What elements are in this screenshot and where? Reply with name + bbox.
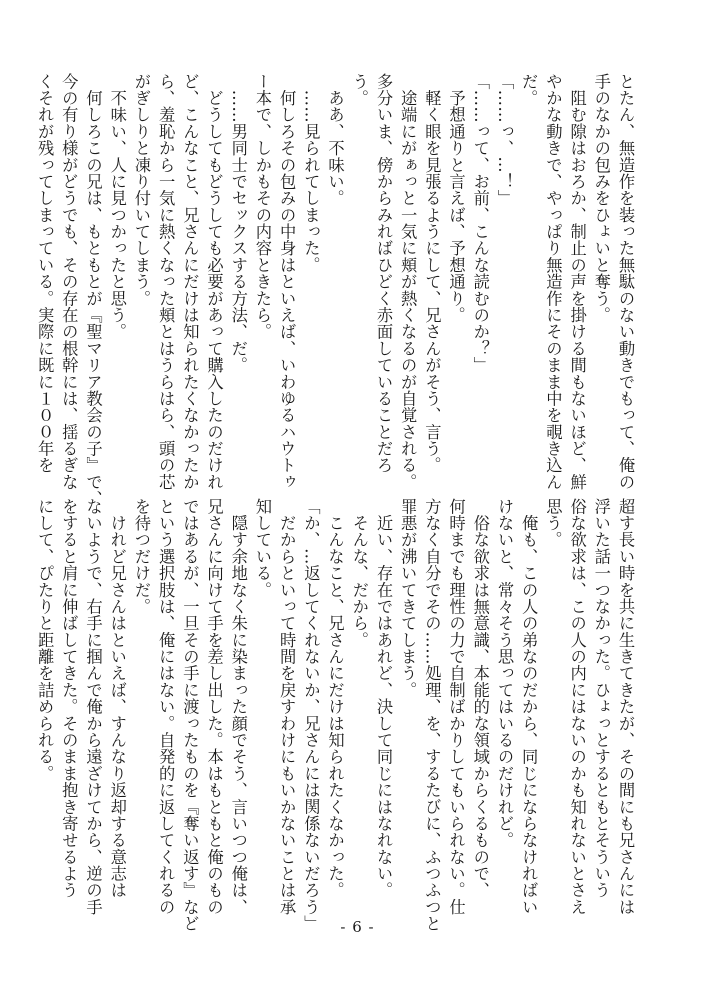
text-column: ……見られてしまった。 (301, 73, 321, 274)
text-column: 思う。 (543, 498, 563, 549)
text-column: ……男同士でセックスする方法、だ。 (228, 73, 248, 374)
text-column: 知している。 (252, 498, 272, 599)
text-column: 近い、存在ではあれど、決して同じにはなれない。 (373, 498, 393, 899)
top-text-block (35, 73, 637, 507)
text-column: ではあるが、一旦その手に渡ったものを『奪い返す』など (180, 498, 200, 932)
text-column: やかな動きで、やっぱり無造作にそのまま中を覗き込ん (543, 73, 563, 491)
text-column: こんなこと、兄さんにだけは知られたくなかった。 (325, 498, 345, 899)
text-column: 何時までも理性の力で自制ばかりしてもいられない。仕 (446, 498, 466, 916)
text-column: という選択肢は、俺にはない。自発的に返してくれるの (156, 498, 176, 916)
text-column: ー本で、しかもその内容ときたら。 (252, 73, 272, 341)
text-column: 軽く眼を見張るようにして、兄さんがそう、言う。 (422, 73, 442, 474)
bottom-text-block (35, 498, 637, 932)
text-column: 多分いま、傍からみればひどく赤面していることだろ (373, 73, 393, 474)
text-column: 「……っ、…！」 (494, 73, 514, 207)
text-column: とたん、無造作を装った無駄のない動きでもって、俺の (616, 73, 635, 491)
text-column: 不味い、人に見つかったと思う。 (107, 73, 127, 341)
text-column: 俗な欲求は無意識、本能的な領域からくるもので、 (470, 498, 490, 899)
text-column: 俗な欲求は、この人の内にはないのかも知れないとさえ (567, 498, 587, 916)
text-column: 隠す余地なく朱に染まった顔でそう、言いつつ俺は、 (228, 498, 248, 916)
text-column: くそれが残ってしまっている。実際に既に１００年を (35, 73, 55, 474)
text-column: 超す長い時を共に生きてきたが、その間にも兄さんには (616, 498, 635, 916)
text-column: 途端にがぁっと一気に頬が熱くなるのが自覚される。 (398, 73, 418, 491)
text-column: 何しろその包みの中身はといえば、いわゆるハウトゥ (277, 73, 297, 491)
text-column: 方なく自分でその……処理、を、するたびに、ふつふつと (422, 498, 442, 932)
text-column: 何しろこの兄は、もともとが『聖マリア教会の子』で、 (83, 73, 103, 507)
text-column: がぎしりと凍り付いてしまう。 (131, 73, 151, 307)
text-column: をすると肩に伸ばしてきた。そのまま抱き寄せるよう (59, 498, 79, 899)
text-column: 浮いた話一つなかった。ひょっとするともとそういう (591, 498, 611, 899)
text-column: そんな、だから。 (349, 498, 369, 649)
text-column: にして、ぴたりと距離を詰められる。 (35, 498, 55, 782)
text-column: どうしてもどうしても必要があって購入したのだけれ (204, 73, 224, 491)
text-column: けないと、常々そう思ってはいるのだけれど。 (494, 498, 514, 849)
text-column: を待つだけだ。 (131, 498, 151, 615)
text-column: 手のなかの包みをひょいと奪う。 (591, 73, 611, 324)
text-column: 阻む隙はおろか、制止の声を掛ける間もないほど、鮮 (567, 73, 587, 491)
text-column: 「……って、お前、こんな読むのか？」 (470, 73, 490, 374)
text-column: ないようで、右手に掴んで俺から遠ざけてから、逆の手 (83, 498, 103, 916)
text-column: 予想通りと言えば、予想通り。 (446, 73, 466, 324)
text-column: 今の有り様がどうでも、その存在の根幹には、揺るぎな (59, 73, 79, 491)
text-column: ど、こんなこと、兄さんにだけは知られたくなかったか (180, 73, 200, 491)
text-column: ああ、不味い。 (325, 73, 345, 207)
text-column: 兄さんに向けて手を差し出した。本はもともと俺のもの (204, 498, 224, 916)
text-column: 俺も、この人の弟なのだから、同じにならなければい (519, 498, 539, 916)
text-column: だからといって時間を戻すわけにもいかないことは承 (277, 498, 297, 916)
text-column: う。 (349, 73, 369, 107)
text-column: 罪悪が沸いてきてしまう。 (398, 498, 418, 699)
text-column: 「か、…返してくれないか、兄さんには関係ないだろう」 (301, 498, 321, 932)
text-column: けれど兄さんはといえば、すんなり返却する意志は (107, 498, 127, 899)
text-column: ら、羞恥から一気に熱くなった頬とはうらはら、頭の芯 (156, 73, 176, 491)
text-column: だ。 (519, 73, 539, 107)
page-number: - 6 - (340, 918, 375, 936)
